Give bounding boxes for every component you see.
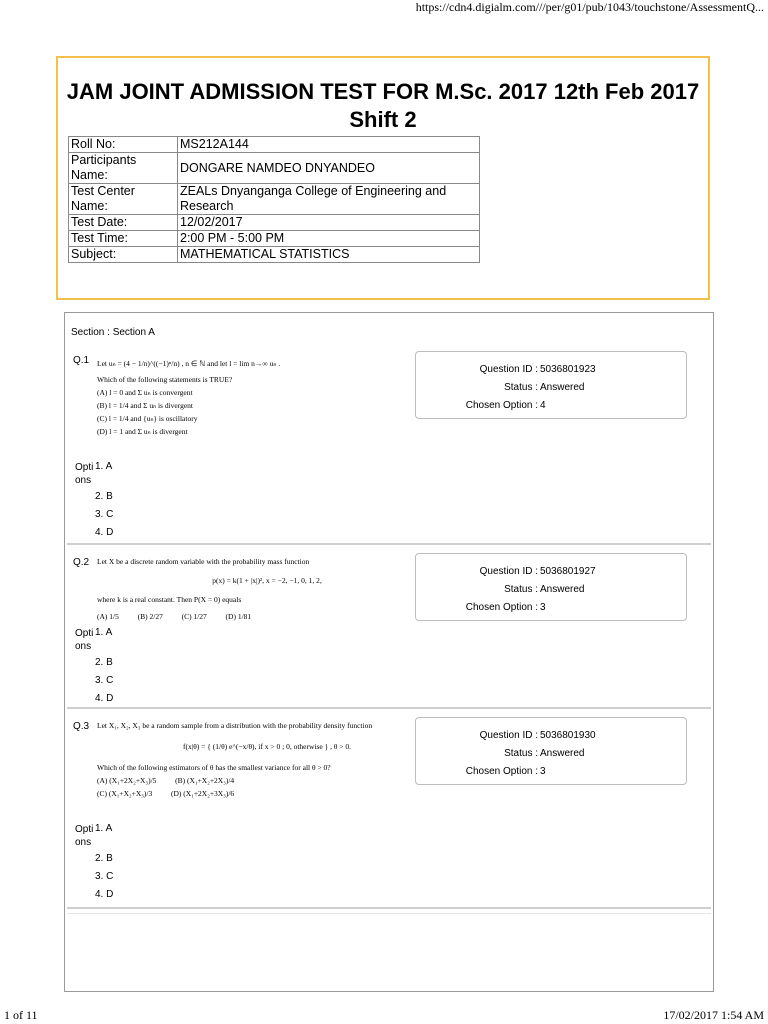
info-value: MATHEMATICAL STATISTICS xyxy=(178,247,480,263)
info-label: Test Time: xyxy=(69,231,178,247)
question-line: Let X be a discrete random variable with the probability mass function xyxy=(97,557,310,566)
info-value: 12/02/2017 xyxy=(178,215,480,231)
question-line: where k is a real constant. Then P(X = 0) equals xyxy=(97,595,242,604)
page-counter: 1 of 11 xyxy=(4,1008,38,1022)
info-label: Subject: xyxy=(69,247,178,263)
info-label: Participants Name: xyxy=(69,153,178,184)
option-item: 1. A xyxy=(95,823,113,834)
question-line: Let X₁, X₂, X₃ be a random sample from a distribution with the probability density function xyxy=(97,721,373,730)
page-url: https://cdn4.digialm.com///per/g01/pub/1043/touchstone/AssessmentQ... xyxy=(415,0,764,14)
info-row xyxy=(69,247,480,263)
question-panel xyxy=(64,312,714,992)
question-line: (C) (X₁+X₂+X₃)/3 (D) (X₁+2X₂+3X₃)/6 xyxy=(97,789,235,798)
status-label: Status : xyxy=(504,748,538,759)
chosen-option-label: Chosen Option : xyxy=(465,602,538,613)
question-status-box xyxy=(415,351,687,419)
status-label: Status : xyxy=(504,584,538,595)
options-label: Opti ons xyxy=(75,824,94,848)
question-number: Q.3 xyxy=(73,721,90,732)
options-label: Opti ons xyxy=(75,462,94,486)
option-item: 2. B xyxy=(95,491,113,502)
question-line: Which of the following estimators of θ has the smallest variance for all θ > 0? xyxy=(97,763,331,772)
status-value: Answered xyxy=(540,382,585,393)
option-item: 4. D xyxy=(95,889,114,900)
question-line: (C) l = 1/4 and {uₙ} is oscillatory xyxy=(97,414,198,423)
option-item: 4. D xyxy=(95,693,114,704)
info-label: Roll No: xyxy=(69,137,178,153)
status-value: Answered xyxy=(540,748,585,759)
chosen-option-label: Chosen Option : xyxy=(465,766,538,777)
question-line: (B) l = 1/4 and Σ uₙ is divergent xyxy=(97,401,194,410)
question-block-3 xyxy=(67,713,711,909)
info-value: 2:00 PM - 5:00 PM xyxy=(178,231,480,247)
option-item: 3. C xyxy=(95,509,114,520)
option-item: 2. B xyxy=(95,853,113,864)
question-line: Which of the following statements is TRUE? xyxy=(97,375,233,384)
question-line: (A) 1/5 (B) 2/27 (C) 1/27 (D) 1/81 xyxy=(97,612,252,621)
print-timestamp: 17/02/2017 1:54 AM xyxy=(663,1008,764,1022)
question-status-box xyxy=(415,553,687,621)
question-number: Q.1 xyxy=(73,355,90,366)
info-row xyxy=(69,231,480,247)
chosen-option-label: Chosen Option : xyxy=(465,400,538,411)
chosen-option-value: 4 xyxy=(540,400,546,411)
info-value: ZEALs Dnyanganga College of Engineering and Research xyxy=(178,184,480,215)
question-line: (D) l = 1 and Σ uₙ is divergent xyxy=(97,427,188,436)
question-block-2 xyxy=(67,549,711,709)
candidate-info-table xyxy=(68,136,480,263)
option-item: 3. C xyxy=(95,675,114,686)
info-row xyxy=(69,153,480,184)
status-value: Answered xyxy=(540,584,585,595)
option-item: 3. C xyxy=(95,871,114,882)
question-line: (A) (X₁+2X₂+X₃)/5 (B) (X₁+X₂+2X₃)/4 xyxy=(97,776,235,785)
question-id-label: Question ID : xyxy=(479,730,538,741)
question-id-label: Question ID : xyxy=(479,566,538,577)
info-label: Test Date: xyxy=(69,215,178,231)
question-id-value: 5036801923 xyxy=(540,364,596,375)
question-id-label: Question ID : xyxy=(479,364,538,375)
candidate-header xyxy=(56,56,710,300)
question-id-value: 5036801930 xyxy=(540,730,596,741)
page-title: JAM JOINT ADMISSION TEST FOR M.Sc. 2017 12th Feb 2017 Shift 2 xyxy=(66,79,700,132)
info-label: Test Center Name: xyxy=(69,184,178,215)
info-row xyxy=(69,137,480,153)
info-row xyxy=(69,215,480,231)
info-value: MS212A144 xyxy=(178,137,480,153)
question-text xyxy=(97,719,437,800)
question-status-box xyxy=(415,717,687,785)
chosen-option-value: 3 xyxy=(540,766,546,777)
info-value: DONGARE NAMDEO DNYANDEO xyxy=(178,153,480,184)
options-label: Opti ons xyxy=(75,628,94,652)
option-item: 4. D xyxy=(95,527,114,538)
option-item: 1. A xyxy=(95,461,113,472)
question-id-value: 5036801927 xyxy=(540,566,596,577)
chosen-option-value: 3 xyxy=(540,602,546,613)
question-block-1 xyxy=(67,347,711,545)
question-line: p(x) = k(1 + |x|)², x = −2, −1, 0, 1, 2, xyxy=(212,576,322,585)
question-line: (A) l = 0 and Σ uₙ is convergent xyxy=(97,388,193,397)
question-text xyxy=(97,357,437,438)
status-label: Status : xyxy=(504,382,538,393)
section-label: Section : Section A xyxy=(71,327,155,338)
question-text xyxy=(97,555,437,623)
info-row xyxy=(69,184,480,215)
question-line: f(x|θ) = { (1/θ) e^(−x/θ), if x > 0 ; 0, otherwise } , θ > 0. xyxy=(182,742,352,751)
question-line: Let uₙ = (4 − 1/n)^((−1)ⁿ/n) , n ∈ ℕ and let l = lim n→∞ uₙ . xyxy=(97,359,281,368)
option-item: 2. B xyxy=(95,657,113,668)
question-number: Q.2 xyxy=(73,557,90,568)
option-item: 1. A xyxy=(95,627,113,638)
empty-question-area xyxy=(67,913,711,991)
